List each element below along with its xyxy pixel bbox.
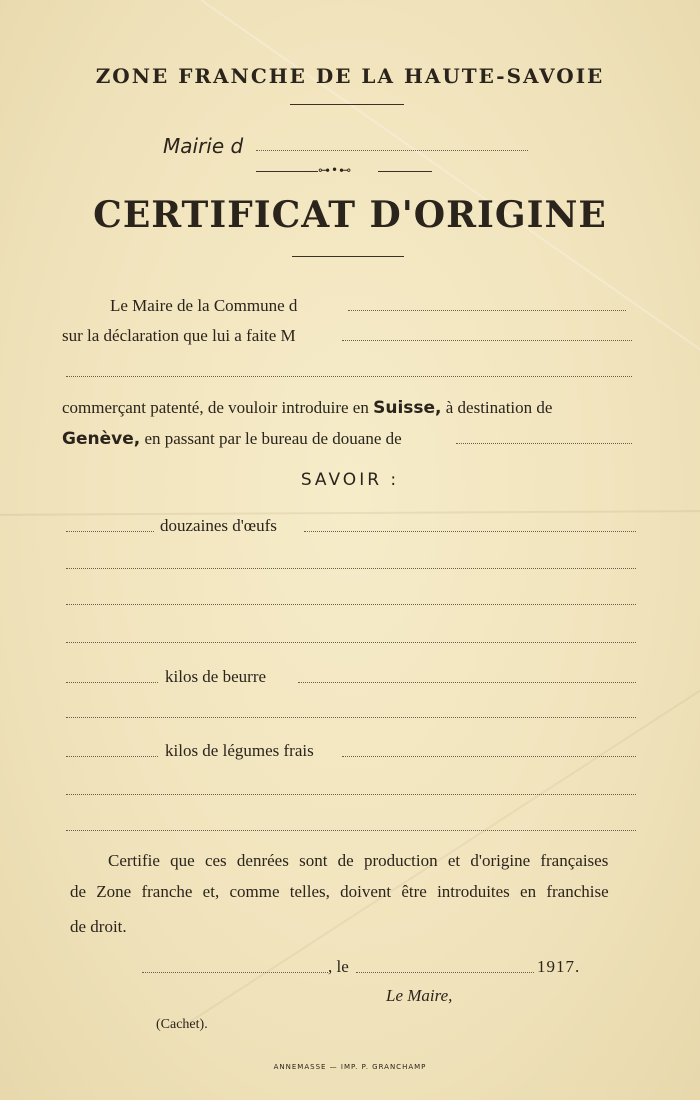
commune-label: Le Maire de la Commune d [110,296,298,315]
date-le-label: , le [328,957,349,976]
zone-header: ZONE FRANCHE DE LA HAUTE-SAVOIE [95,64,605,88]
legumes-label: kilos de légumes frais [165,741,314,760]
mairie-field[interactable] [256,150,528,151]
commerce-text-2: à destination de [441,398,553,417]
signature-label: Le Maire, [386,986,453,1005]
declarant-field[interactable] [342,340,632,341]
ornament: ⊶•⊷ [318,163,353,177]
place-field[interactable] [142,972,328,973]
commerce-line-1 [62,398,552,418]
blank-line-5[interactable] [66,794,636,795]
declarant-field-continued[interactable] [66,376,632,377]
title-rule [292,256,404,257]
certificate-title: CERTIFICAT D'ORIGINE [93,194,607,236]
suisse-text: Suisse, [373,398,442,418]
commerce-line-2 [62,429,402,449]
blank-line-2[interactable] [66,604,636,605]
declaration-label: sur la déclaration que lui a faite M [62,326,296,345]
fold-crease-horizontal [0,510,700,516]
ornament-rule-right [378,171,432,172]
commerce-text-3: en passant par le bureau de douane de [140,429,402,448]
certify-line-3: de droit. [70,917,127,936]
cachet-label: (Cachet). [156,1017,208,1032]
mairie-label: Mairie d [163,134,244,158]
blank-line-3[interactable] [66,642,636,643]
savoir-heading: SAVOIR : [300,470,400,490]
year-label: 1917. [537,957,581,976]
blank-line-6[interactable] [66,830,636,831]
printer-imprint: ANNEMASSE — IMP. P. GRANCHAMP [273,1063,427,1071]
oeufs-label: douzaines d'œufs [160,516,277,535]
ornament-rule-left [256,171,318,172]
geneve-text: Genève, [62,429,141,449]
blank-line-1[interactable] [66,568,636,569]
date-field[interactable] [356,972,534,973]
certify-line-1: Certifie que ces denrées sont de production et d'origine françaises [108,851,609,870]
header-rule [290,104,404,105]
beurre-label: kilos de beurre [165,667,267,686]
oeufs-detail-field[interactable] [304,531,636,532]
commerce-text-1: commerçant patenté, de vouloir introduire en [62,398,374,417]
legumes-detail-field[interactable] [342,756,636,757]
oeufs-quantity-field[interactable] [66,531,154,532]
commune-field[interactable] [348,310,626,311]
legumes-quantity-field[interactable] [66,756,158,757]
blank-line-4[interactable] [66,717,636,718]
beurre-quantity-field[interactable] [66,682,158,683]
beurre-detail-field[interactable] [298,682,636,683]
douane-field[interactable] [456,443,632,444]
certify-line-2: de Zone franche et, comme telles, doivent être introduites en franchise [70,882,609,901]
